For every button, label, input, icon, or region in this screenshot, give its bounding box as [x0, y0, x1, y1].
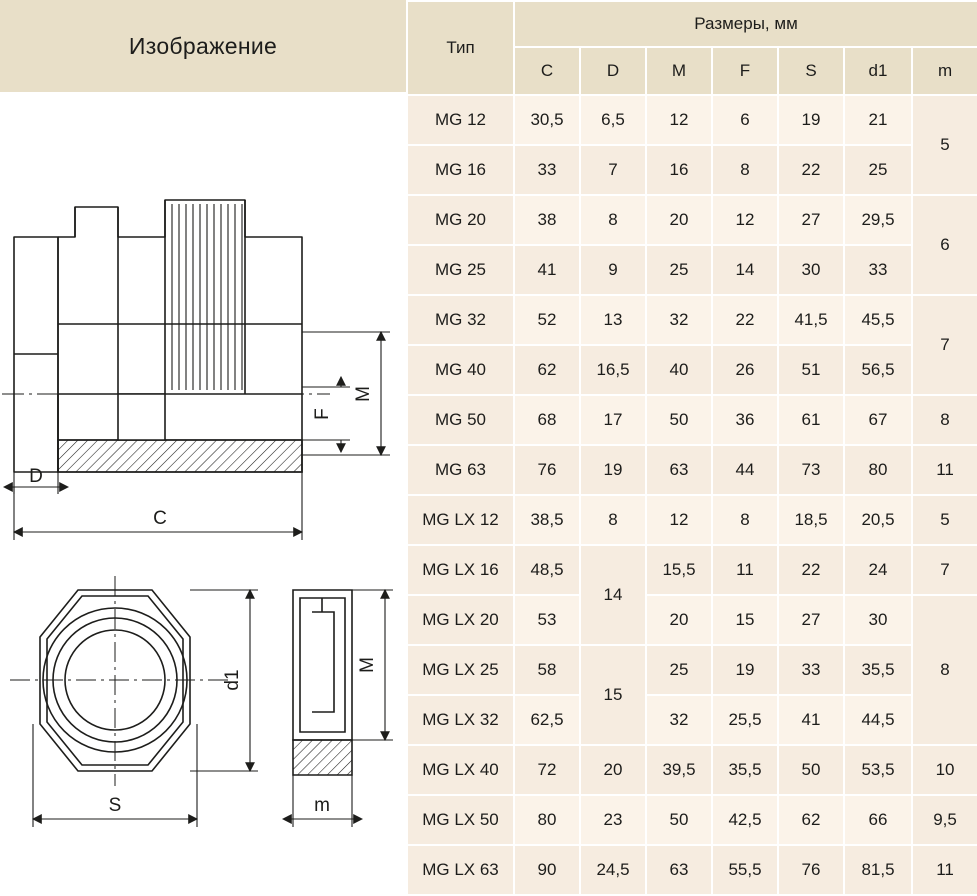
cell-S: 30: [778, 245, 844, 295]
cell-m-group: 8: [912, 595, 977, 745]
cell-S: 61: [778, 395, 844, 445]
cell-D: 16,5: [580, 345, 646, 395]
cell-M: 63: [646, 445, 712, 495]
cell-type: MG LX 63: [407, 845, 514, 895]
cell-d1: 29,5: [844, 195, 912, 245]
cell-C: 80: [514, 795, 580, 845]
cell-D: 7: [580, 145, 646, 195]
cell-M: 15,5: [646, 545, 712, 595]
cell-type: MG LX 20: [407, 595, 514, 645]
cell-D: 20: [580, 745, 646, 795]
cell-S: 76: [778, 845, 844, 895]
label-F: F: [312, 408, 333, 420]
cell-m: 9,5: [912, 795, 977, 845]
cell-d1: 44,5: [844, 695, 912, 745]
header-col-S: S: [778, 47, 844, 95]
cell-M: 16: [646, 145, 712, 195]
cell-M: 39,5: [646, 745, 712, 795]
cell-d1: 56,5: [844, 345, 912, 395]
cell-F: 22: [712, 295, 778, 345]
cell-S: 27: [778, 595, 844, 645]
cell-M: 40: [646, 345, 712, 395]
cell-d1: 45,5: [844, 295, 912, 345]
cell-m: 8: [912, 395, 977, 445]
cell-F: 12: [712, 195, 778, 245]
cell-M: 63: [646, 845, 712, 895]
cell-M: 25: [646, 245, 712, 295]
cell-D-group: 14: [580, 545, 646, 645]
cell-type: MG LX 25: [407, 645, 514, 695]
cell-F: 55,5: [712, 845, 778, 895]
cell-type: MG 16: [407, 145, 514, 195]
cell-d1: 33: [844, 245, 912, 295]
cell-F: 15: [712, 595, 778, 645]
illustration-drawing: [0, 92, 406, 866]
label-S: S: [108, 795, 122, 816]
cell-F: 35,5: [712, 745, 778, 795]
cell-D: 24,5: [580, 845, 646, 895]
table-row: [407, 495, 977, 545]
table-row: [407, 345, 977, 395]
cell-C: 76: [514, 445, 580, 495]
cell-m-group: 5: [912, 95, 977, 195]
table-row: [407, 695, 977, 745]
table-row: [407, 95, 977, 145]
cell-d1: 24: [844, 545, 912, 595]
cell-C: 38,5: [514, 495, 580, 545]
cell-C: 68: [514, 395, 580, 445]
cell-D: 9: [580, 245, 646, 295]
cell-type: MG LX 16: [407, 545, 514, 595]
table-row: [407, 645, 977, 695]
dimensions-table-body: [407, 95, 977, 895]
cell-C: 52: [514, 295, 580, 345]
cell-F: 8: [712, 145, 778, 195]
illustration-header: Изображение: [0, 0, 406, 92]
header-col-C: C: [514, 47, 580, 95]
header-col-m: m: [912, 47, 977, 95]
cell-F: 25,5: [712, 695, 778, 745]
cell-M: 50: [646, 795, 712, 845]
cell-m: 11: [912, 845, 977, 895]
cell-S: 41: [778, 695, 844, 745]
cell-type: MG LX 32: [407, 695, 514, 745]
table-row: [407, 295, 977, 345]
cell-M: 20: [646, 195, 712, 245]
label-m: m: [314, 795, 330, 816]
label-C: C: [153, 508, 167, 529]
table-row: [407, 145, 977, 195]
cell-d1: 66: [844, 795, 912, 845]
label-M: M: [353, 386, 374, 402]
table-row: [407, 195, 977, 245]
cell-S: 41,5: [778, 295, 844, 345]
cell-S: 73: [778, 445, 844, 495]
dimensions-table: [406, 0, 977, 896]
cell-F: 11: [712, 545, 778, 595]
header-col-F: F: [712, 47, 778, 95]
cell-type: MG 32: [407, 295, 514, 345]
cell-F: 6: [712, 95, 778, 145]
cell-C: 58: [514, 645, 580, 695]
cell-S: 19: [778, 95, 844, 145]
cell-d1: 25: [844, 145, 912, 195]
label-d1: d1: [222, 669, 243, 691]
cell-F: 44: [712, 445, 778, 495]
cell-S: 22: [778, 545, 844, 595]
label-M-nut: M: [357, 657, 378, 673]
cell-d1: 53,5: [844, 745, 912, 795]
cell-S: 62: [778, 795, 844, 845]
table-row: [407, 795, 977, 845]
cell-m: 10: [912, 745, 977, 795]
table-row: [407, 545, 977, 595]
cell-C: 90: [514, 845, 580, 895]
cell-D: 13: [580, 295, 646, 345]
cell-F: 26: [712, 345, 778, 395]
cell-D: 23: [580, 795, 646, 845]
illustration-panel: [0, 0, 406, 866]
cell-M: 12: [646, 495, 712, 545]
cell-S: 51: [778, 345, 844, 395]
header-col-D: D: [580, 47, 646, 95]
cell-S: 22: [778, 145, 844, 195]
cell-C: 33: [514, 145, 580, 195]
cell-S: 27: [778, 195, 844, 245]
cell-M: 12: [646, 95, 712, 145]
cell-M: 50: [646, 395, 712, 445]
cell-F: 36: [712, 395, 778, 445]
cell-M: 20: [646, 595, 712, 645]
cell-type: MG 25: [407, 245, 514, 295]
cell-C: 38: [514, 195, 580, 245]
cell-m: 7: [912, 545, 977, 595]
cell-M: 25: [646, 645, 712, 695]
cell-D: 6,5: [580, 95, 646, 145]
cell-F: 19: [712, 645, 778, 695]
cell-d1: 20,5: [844, 495, 912, 545]
dimensions-table-wrap: [406, 0, 977, 879]
cell-type: MG LX 40: [407, 745, 514, 795]
cell-type: MG LX 50: [407, 795, 514, 845]
cell-M: 32: [646, 695, 712, 745]
cell-type: MG LX 12: [407, 495, 514, 545]
cell-F: 14: [712, 245, 778, 295]
technical-drawing-svg: [0, 92, 406, 866]
cell-C: 62,5: [514, 695, 580, 745]
cell-m: 5: [912, 495, 977, 545]
header-col-d1: d1: [844, 47, 912, 95]
header-type: Тип: [407, 1, 514, 95]
cell-D-group: 15: [580, 645, 646, 745]
cell-m: 11: [912, 445, 977, 495]
table-row: [407, 445, 977, 495]
cell-type: MG 63: [407, 445, 514, 495]
cell-m-group: 6: [912, 195, 977, 295]
table-row: [407, 745, 977, 795]
cell-S: 33: [778, 645, 844, 695]
cell-F: 42,5: [712, 795, 778, 845]
cell-type: MG 12: [407, 95, 514, 145]
cell-D: 8: [580, 495, 646, 545]
cell-d1: 67: [844, 395, 912, 445]
cell-C: 53: [514, 595, 580, 645]
cell-type: MG 40: [407, 345, 514, 395]
cell-type: MG 20: [407, 195, 514, 245]
cell-d1: 30: [844, 595, 912, 645]
cell-D: 19: [580, 445, 646, 495]
cell-F: 8: [712, 495, 778, 545]
cell-type: MG 50: [407, 395, 514, 445]
cell-C: 72: [514, 745, 580, 795]
cell-C: 48,5: [514, 545, 580, 595]
cell-d1: 80: [844, 445, 912, 495]
cell-C: 30,5: [514, 95, 580, 145]
header-dimensions-group: Размеры, мм: [514, 1, 977, 47]
cell-D: 17: [580, 395, 646, 445]
label-D: D: [29, 466, 43, 487]
table-row: [407, 595, 977, 645]
cell-M: 32: [646, 295, 712, 345]
table-row: [407, 395, 977, 445]
cell-d1: 81,5: [844, 845, 912, 895]
cell-S: 18,5: [778, 495, 844, 545]
cell-C: 41: [514, 245, 580, 295]
table-row: [407, 245, 977, 295]
table-row: [407, 845, 977, 895]
cell-C: 62: [514, 345, 580, 395]
cell-d1: 35,5: [844, 645, 912, 695]
header-col-M: M: [646, 47, 712, 95]
cell-S: 50: [778, 745, 844, 795]
cell-m-group: 7: [912, 295, 977, 395]
cell-D: 8: [580, 195, 646, 245]
cell-d1: 21: [844, 95, 912, 145]
